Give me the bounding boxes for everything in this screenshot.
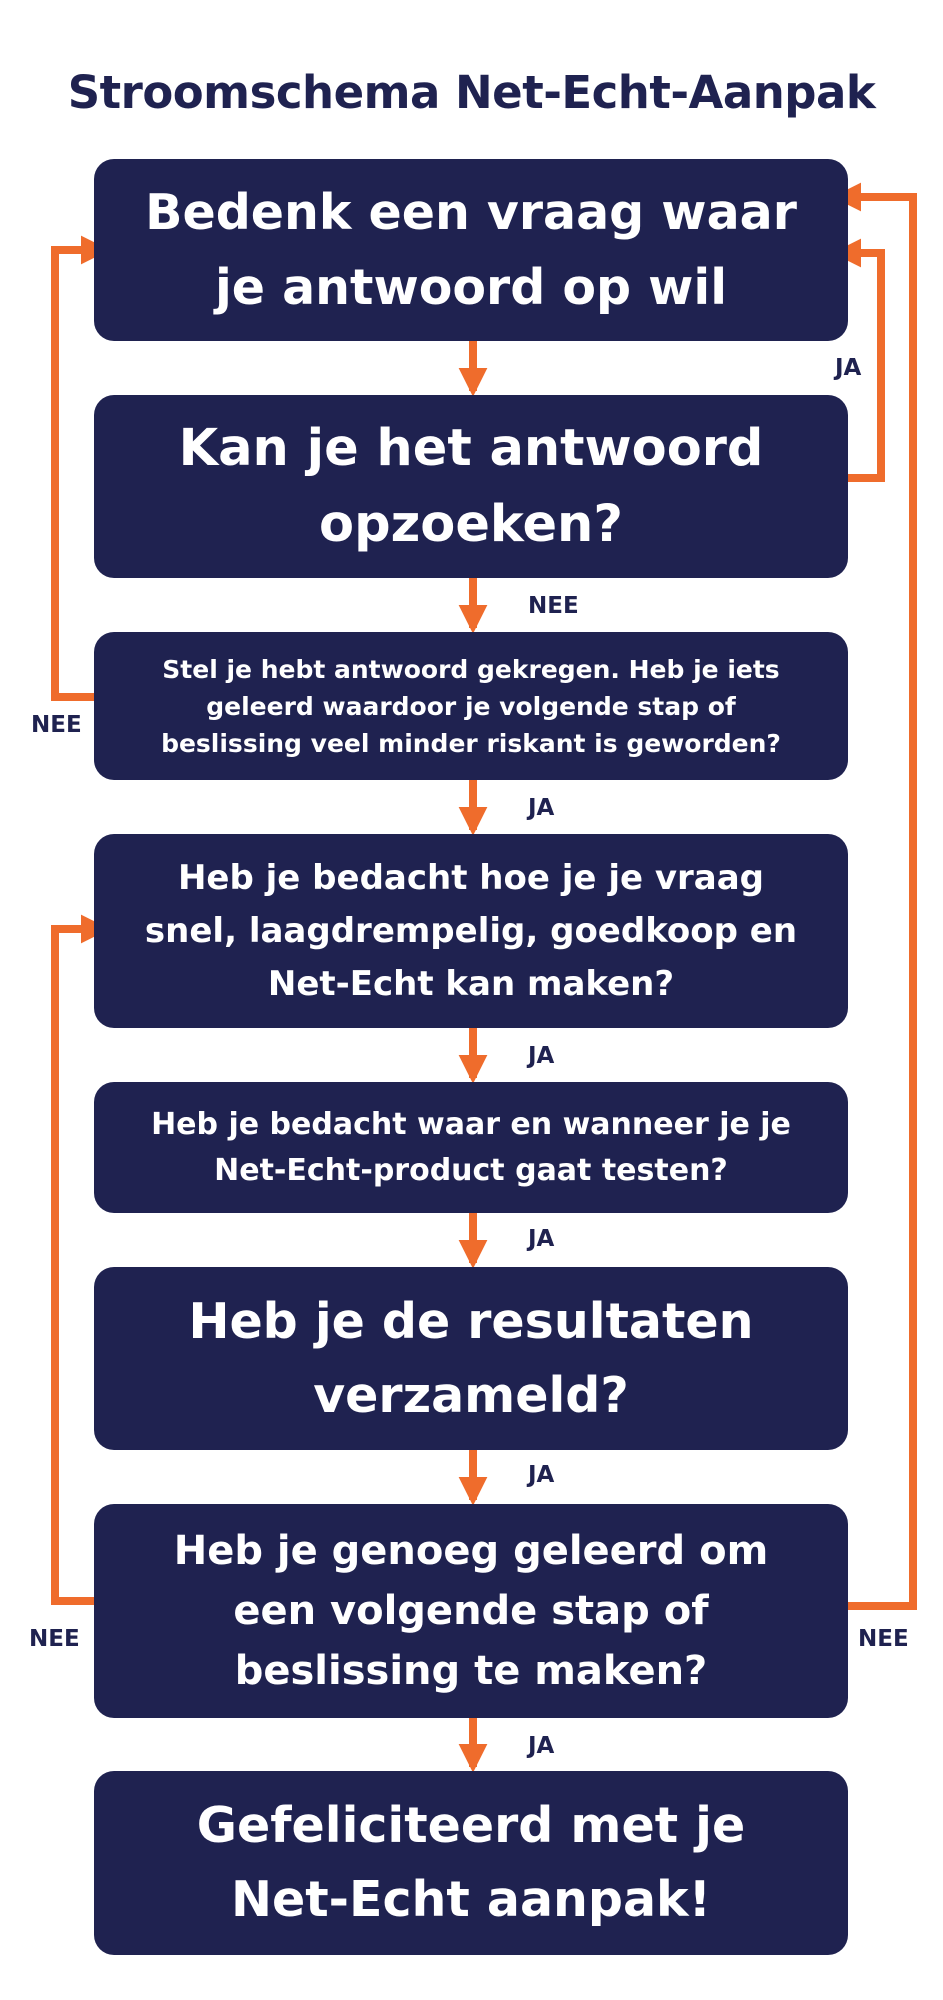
step-7-box: Heb je genoeg geleerd om een volgende stap of beslissing te maken?: [94, 1504, 848, 1718]
label-step6-ja: JA: [528, 1462, 555, 1488]
step-2-box: Kan je het antwoord opzoeken?: [94, 395, 848, 578]
step-1-box: Bedenk een vraag waar je antwoord op wil: [94, 159, 848, 341]
step-6-box: Heb je de resultaten verzameld?: [94, 1267, 848, 1450]
step-3-box: Stel je hebt antwoord gekregen. Heb je iets geleerd waardoor je volgende stap of beslissing veel minder riskant is geworden?: [94, 632, 848, 780]
label-step5-ja: JA: [528, 1226, 555, 1252]
label-step2-ja: JA: [835, 355, 862, 381]
loop-step7-no-to-step1: [838, 197, 913, 1606]
label-step3-nee: NEE: [31, 712, 82, 738]
label-step2-nee: NEE: [528, 593, 579, 619]
page-title: Stroomschema Net-Echt-Aanpak: [67, 66, 876, 119]
label-step7-nee-left: NEE: [29, 1626, 80, 1652]
label-step3-ja: JA: [528, 795, 555, 821]
label-step7-nee-right: NEE: [858, 1626, 909, 1652]
step-4-box: Heb je bedacht hoe je je vraag snel, laagdrempelig, goedkoop en Net-Echt kan maken?: [94, 834, 848, 1028]
label-step7-ja: JA: [528, 1733, 555, 1759]
label-step4-ja: JA: [528, 1043, 555, 1069]
loop-step7-no-to-step4: [55, 929, 104, 1601]
step-5-box: Heb je bedacht waar en wanneer je je Net-Echt-product gaat testen?: [94, 1082, 848, 1213]
step-8-box: Gefeliciteerd met je Net-Echt aanpak!: [94, 1771, 848, 1955]
